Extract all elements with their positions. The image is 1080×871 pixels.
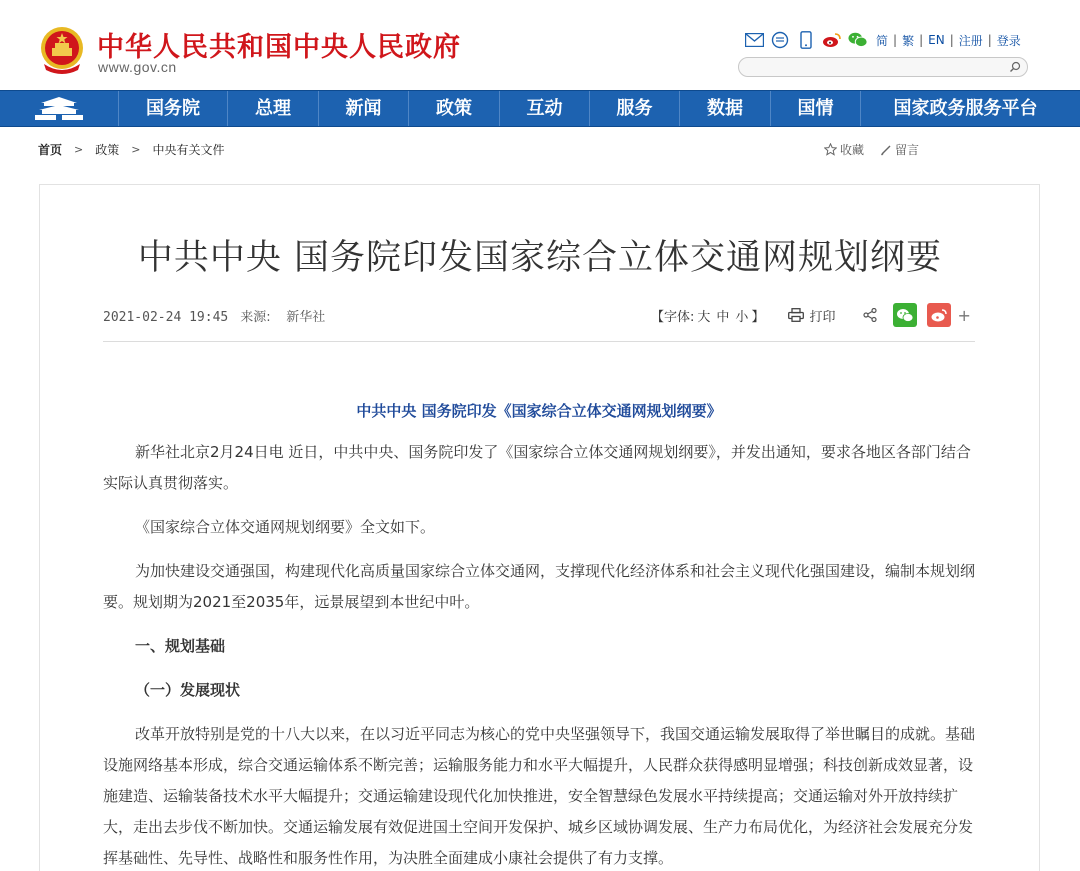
- tiananmen-icon: [31, 96, 87, 122]
- source-name: 新华社: [286, 310, 326, 325]
- paragraph: 新华社北京2月24日电 近日，中共中央、国务院印发了《国家综合立体交通网规划纲要》，并发出通知，要求各地区各部门结合实际认真贯彻落实。: [103, 443, 971, 492]
- font-size-small[interactable]: 小: [735, 309, 749, 325]
- nav-item-premier[interactable]: 总理: [227, 91, 318, 126]
- print-label: 打印: [809, 309, 836, 325]
- site-title[interactable]: 中华人民共和国中央人民政府: [97, 32, 461, 63]
- national-emblem-icon: [38, 24, 86, 76]
- separator: |: [919, 33, 924, 47]
- nav-item-news[interactable]: 新闻: [318, 91, 408, 126]
- subsection-heading: （一）发展现状: [135, 681, 241, 699]
- paragraph: 《国家综合立体交通网规划纲要》全文如下。: [135, 518, 436, 536]
- message-icon[interactable]: [770, 31, 790, 49]
- paragraph: 为加快建设交通强国，构建现代化高质量国家综合立体交通网，支撑现代化经济体系和社会主义现代化强国建设，编制本规划纲要。规划期为2021至2035年，远景展望到本世纪中叶。: [103, 562, 976, 611]
- wechat-icon[interactable]: [848, 31, 868, 49]
- search-input[interactable]: [749, 59, 999, 75]
- breadcrumb-home[interactable]: 首页: [38, 142, 63, 157]
- page-tools: [824, 141, 935, 158]
- site-header: [0, 0, 1080, 90]
- nav-item-services[interactable]: 服务: [589, 91, 679, 126]
- comment-button[interactable]: [880, 141, 919, 158]
- font-size-large[interactable]: 大: [697, 309, 711, 325]
- font-size-medium[interactable]: 中: [716, 309, 730, 325]
- register-link[interactable]: 注册: [958, 33, 983, 48]
- star-icon: [824, 143, 837, 156]
- share-icon[interactable]: [863, 308, 877, 322]
- article-subtitle: 中共中央 国务院印发《国家综合立体交通网规划纲要》: [356, 402, 722, 420]
- search-icon[interactable]: [1009, 61, 1021, 73]
- favorite-label: 收藏: [840, 143, 865, 157]
- breadcrumb-central-docs[interactable]: 中央有关文件: [152, 142, 225, 157]
- language-links: [876, 32, 1021, 49]
- separator: |: [893, 33, 898, 47]
- paragraph: 改革开放特别是党的十八大以来，在以习近平同志为核心的党中央坚强领导下，我国交通运输发展取得了举世瞩目的成就。基础设施网络基本形成，综合交通运输体系不断完善；运输服务能力和水平大幅提升，人民群众获得感明显增强；科技创新成效显著，设施建造、运输装备技术水平大幅提升；交通运输建设现代化加快推进，安全智慧绿色发展水平持续提高；交通运输对外开放持续扩大，走出去步伐不断加快。交通运输发展有效促进国土空间开发保护、城乡区域协调发展、生产力布局优化，为经济社会发展充分发挥基础性、先导性、战略性和服务性作用，为决胜全面建成小康社会提供了有力支撑。: [103, 725, 976, 867]
- nav-item-gov-service-platform[interactable]: 国家政务服务平台: [860, 91, 1070, 126]
- nav-home-logo[interactable]: [0, 91, 118, 126]
- more-share-button[interactable]: +: [957, 305, 971, 325]
- nav-item-national-info[interactable]: 国情: [770, 91, 860, 126]
- separator: |: [949, 33, 954, 47]
- print-button[interactable]: [788, 306, 835, 325]
- share-weibo-button[interactable]: [927, 303, 951, 327]
- article-body: [103, 396, 975, 871]
- font-size-label: 【字体:: [651, 309, 695, 325]
- main-nav: [0, 90, 1080, 127]
- breadcrumb-policy[interactable]: 政策: [95, 142, 120, 157]
- weibo-icon: [930, 308, 948, 323]
- source-label: 来源:: [240, 310, 271, 325]
- weibo-icon[interactable]: [822, 31, 842, 49]
- publish-date: 2021-02-24 19:45: [103, 310, 229, 325]
- nav-item-data[interactable]: 数据: [679, 91, 770, 126]
- mail-icon[interactable]: [744, 31, 764, 49]
- lang-simplified-link[interactable]: 简: [876, 33, 889, 48]
- article-title: 中共中央 国务院印发国家综合立体交通网规划纲要: [137, 238, 943, 278]
- article-meta: [103, 306, 325, 325]
- font-size-control: [651, 306, 764, 325]
- favorite-button[interactable]: [824, 141, 864, 158]
- pen-icon: [880, 144, 892, 156]
- breadcrumb: [38, 141, 224, 157]
- share-bar: [863, 303, 970, 327]
- section-heading: 一、规划基础: [135, 637, 226, 655]
- article-tools: [651, 303, 971, 327]
- top-tools: [744, 30, 1021, 50]
- lang-english-link[interactable]: EN: [928, 33, 945, 47]
- font-size-close: 】: [751, 309, 765, 325]
- chevron-right-icon: >: [74, 142, 84, 156]
- wechat-icon: [896, 308, 914, 323]
- mobile-icon[interactable]: [796, 31, 816, 49]
- search-box: [738, 57, 1028, 77]
- login-link[interactable]: 登录: [996, 33, 1021, 48]
- lang-traditional-link[interactable]: 繁: [902, 33, 915, 48]
- site-url[interactable]: www.gov.cn: [98, 59, 177, 75]
- separator: |: [987, 33, 992, 47]
- share-wechat-button[interactable]: [893, 303, 917, 327]
- nav-item-state-council[interactable]: 国务院: [118, 91, 227, 126]
- comment-label: 留言: [895, 143, 920, 157]
- meta-divider: [103, 341, 975, 342]
- chevron-right-icon: >: [131, 142, 141, 156]
- nav-item-interaction[interactable]: 互动: [499, 91, 589, 126]
- nav-item-policy[interactable]: 政策: [408, 91, 499, 126]
- printer-icon: [788, 308, 804, 322]
